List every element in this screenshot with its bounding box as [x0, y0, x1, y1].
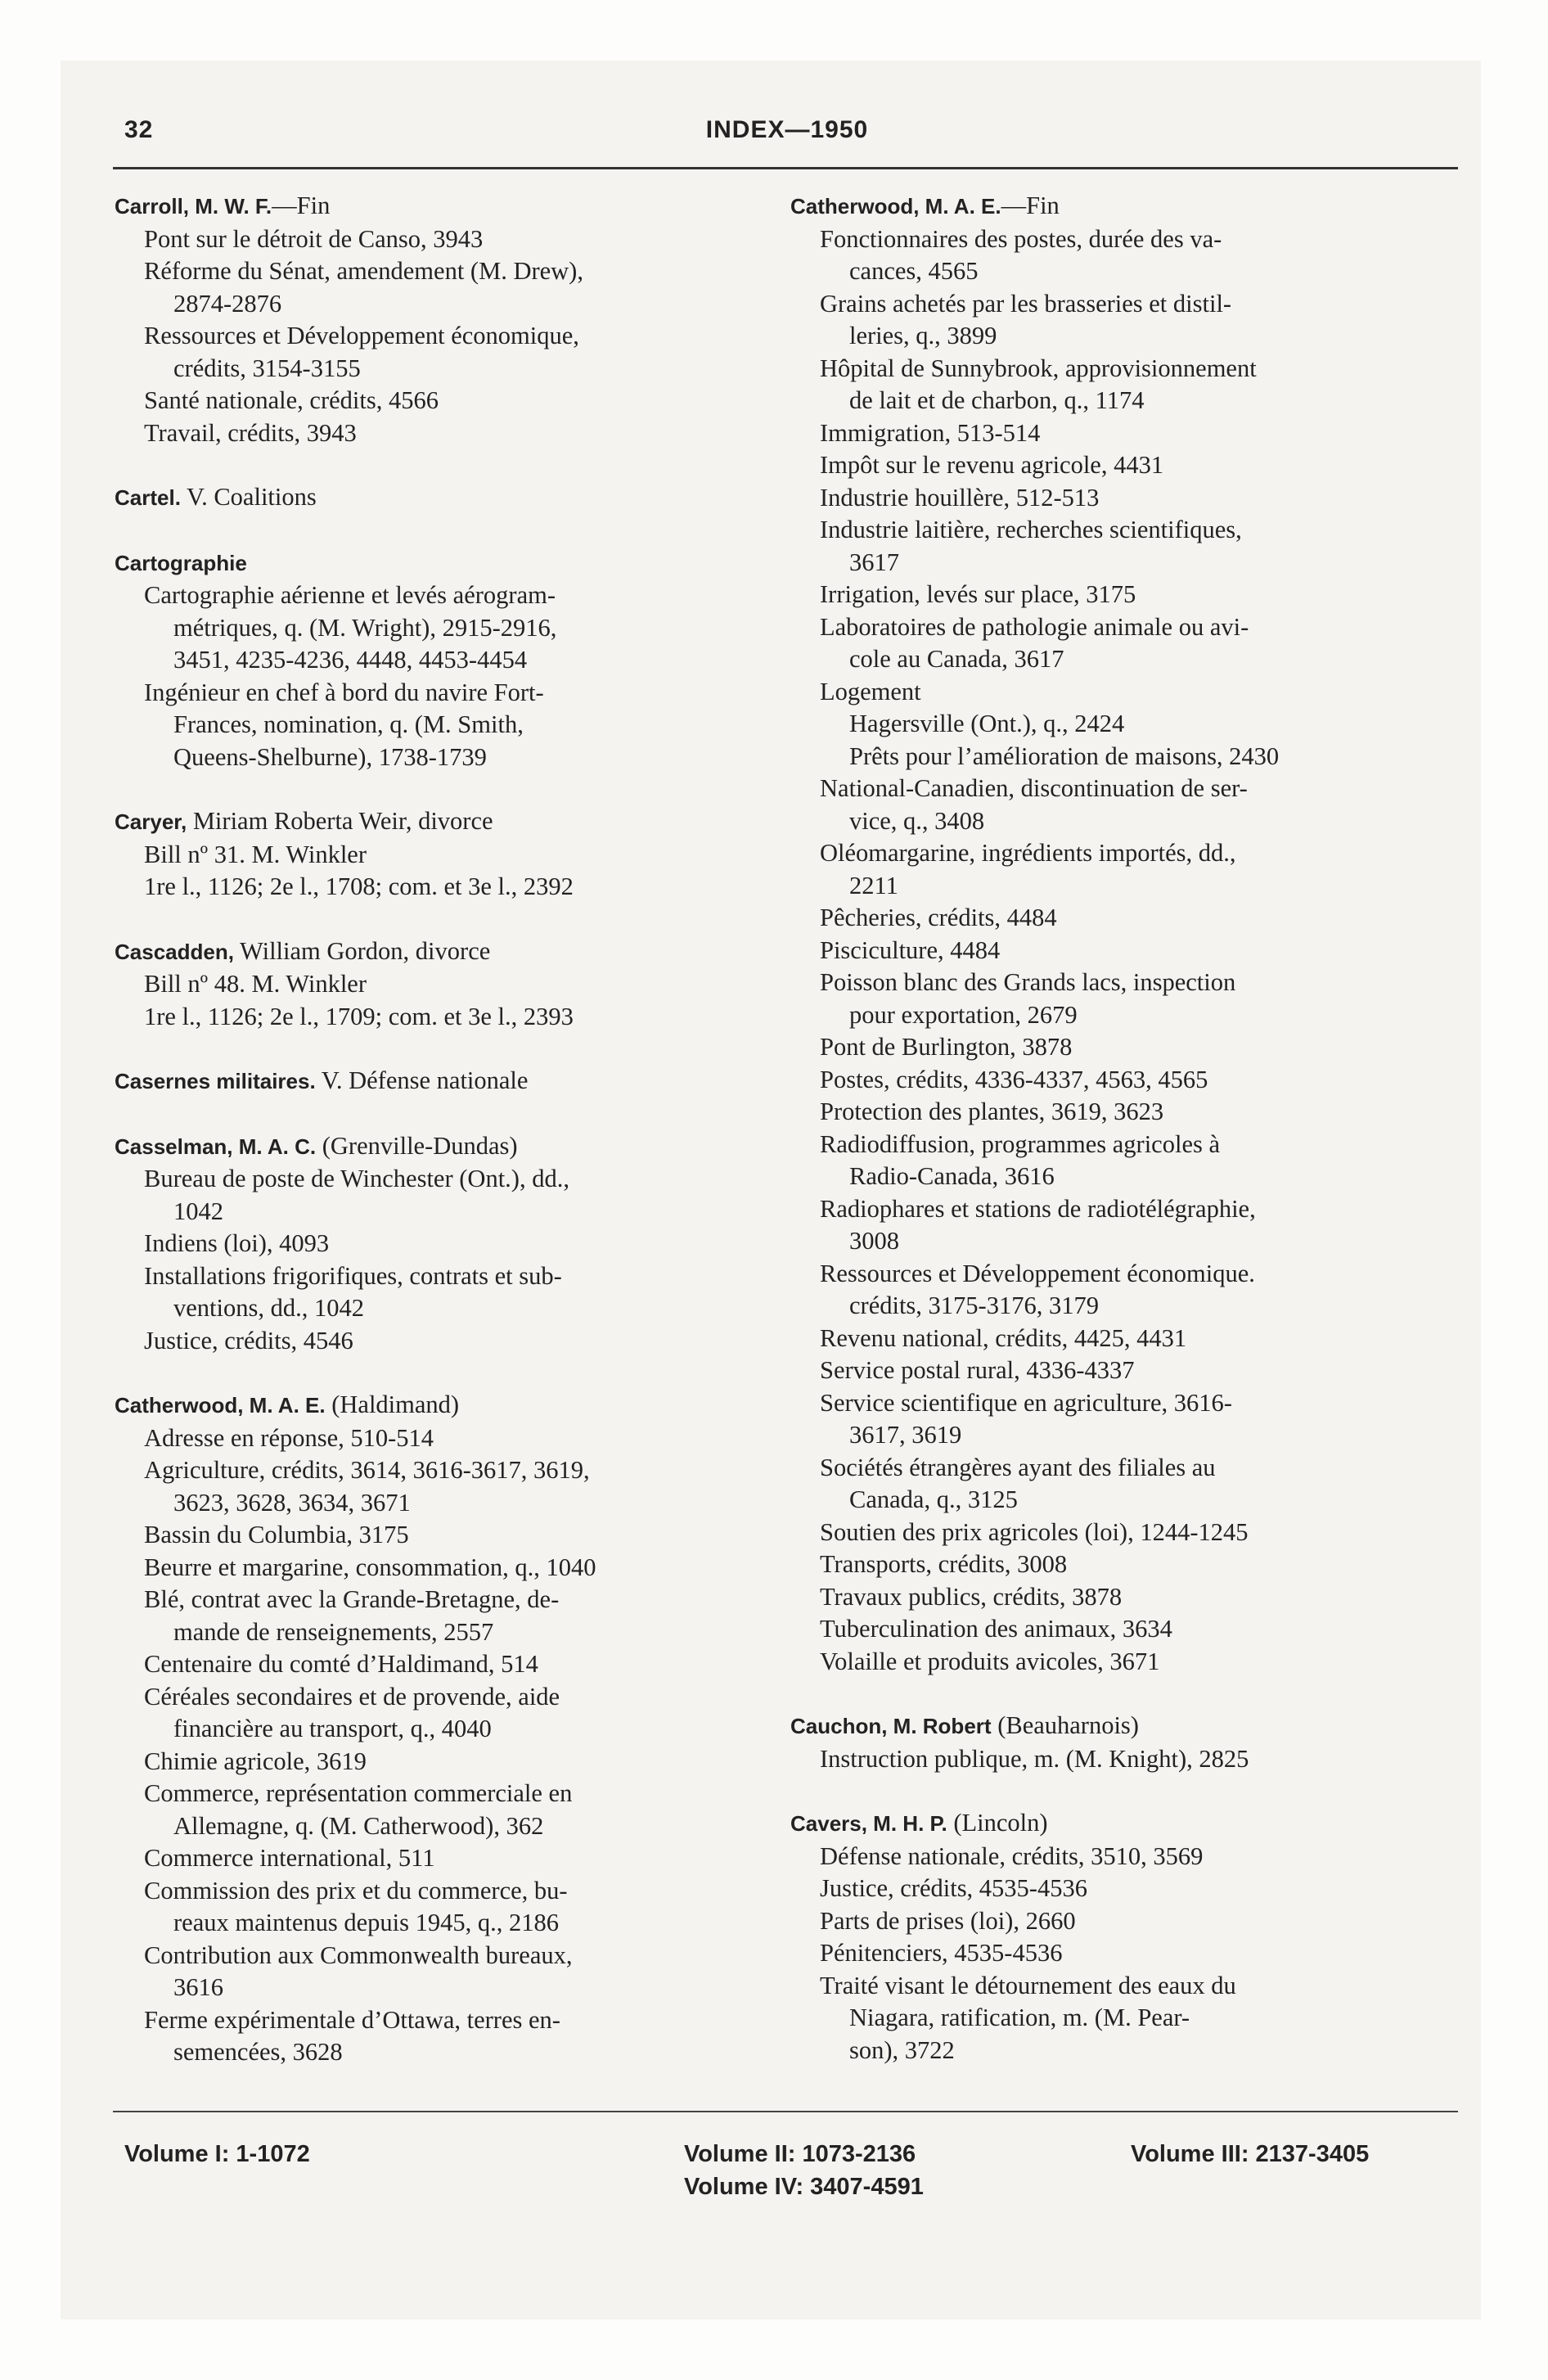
entry-name-suffix: William Gordon, divorce [233, 936, 491, 965]
entry-subheading [115, 417, 769, 450]
entry-heading [790, 1807, 1445, 1841]
volume-4-range: Volume IV: 3407-4591 [684, 2174, 924, 2200]
subheading-continuation: ventions, dd., 1042 [173, 1294, 364, 1322]
entry-subheading [115, 255, 769, 320]
entry-heading [115, 1065, 769, 1098]
entry-heading [115, 190, 769, 223]
entry-subheading [115, 1875, 769, 1940]
volume-3-range: Volume III: 2137-3405 [1131, 2141, 1370, 2167]
entry-subheading [115, 871, 769, 904]
entry-heading [115, 1389, 769, 1422]
entry-name: Catherwood, M. A. E. [790, 194, 1001, 219]
subheading-text: 1re l., 1126; 2e l., 1709; com. et 3e l., 2393 [144, 1002, 574, 1030]
subheading-continuation: vice, q., 3408 [849, 806, 985, 835]
entry-subheading [790, 1452, 1445, 1517]
entry-subheading [790, 967, 1445, 1031]
entry-subheading [115, 1260, 769, 1325]
entry-subheading [790, 1387, 1445, 1452]
subheading-continuation: Niagara, ratification, m. (M. Pear- [849, 2004, 1190, 2031]
entry-heading [115, 547, 769, 580]
entry-subheading [790, 223, 1445, 288]
subheading-text: Laboratoires de pathologie animale ou avi- [820, 612, 1249, 641]
subheading-text: Hôpital de Sunnybrook, approvisionnement [820, 354, 1257, 382]
entry-subheading [115, 1648, 769, 1681]
entry-subheading [790, 1646, 1445, 1679]
subheading-text: National-Canadien, discontinuation de ser- [820, 774, 1248, 802]
entry-subheading [115, 1422, 769, 1455]
subheading-text: Revenu national, crédits, 4425, 4431 [820, 1323, 1187, 1352]
entry-name: Cascadden, [115, 939, 234, 964]
entry-heading [790, 1710, 1445, 1743]
subheading-text: Blé, contrat avec la Grande-Bretagne, de- [144, 1585, 560, 1613]
subheading-continuation: pour exportation, 2679 [849, 1000, 1078, 1029]
entry-subheading [790, 1096, 1445, 1129]
entry-subheading [115, 677, 769, 774]
subheading-text: Cartographie aérienne et levés aérogram- [144, 581, 556, 609]
entry-subheading [790, 1193, 1445, 1258]
subheading-text: Soutien des prix agricoles (loi), 1244-1245 [820, 1517, 1249, 1546]
subheading-text: Pêcheries, crédits, 4484 [820, 904, 1057, 931]
subheading-text: Postes, crédits, 4336-4337, 4563, 4565 [820, 1065, 1208, 1093]
entry-subheading [115, 1746, 769, 1778]
subheading-continuation: financière au transport, q., 4040 [173, 1715, 492, 1742]
page-footer [124, 2138, 1466, 2228]
entry-name-suffix: —Fin [272, 192, 331, 219]
index-entry [115, 805, 769, 904]
subheading-text: Radiodiffusion, programmes agricoles à [820, 1129, 1221, 1158]
index-entry [790, 1807, 1445, 2067]
subheading-continuation: mande de renseignements, 2557 [173, 1617, 494, 1646]
subheading-continuation: 3617, 3619 [849, 1421, 962, 1449]
subheading-text: Sociétés étrangères ayant des filiales au [820, 1453, 1216, 1481]
entry-subheading [790, 514, 1445, 579]
entry-subheading [115, 1001, 769, 1034]
entry-subheading [115, 223, 769, 256]
header-rule [113, 167, 1458, 169]
entry-subheading [790, 1031, 1445, 1064]
subheading-text: Agriculture, crédits, 3614, 3616-3617, 3619, [144, 1456, 590, 1484]
subheading-text: Bill nº 48. M. Winkler [144, 970, 367, 998]
entry-subheading [115, 1940, 769, 2004]
entry-subheading [115, 1163, 769, 1228]
entry-subheading [115, 1552, 769, 1584]
volume-1-range: Volume I: 1-1072 [124, 2141, 310, 2167]
entry-subheading [790, 1613, 1445, 1646]
subheading-text: Fonctionnaires des postes, durée des va- [820, 224, 1222, 253]
entry-subheading [115, 1228, 769, 1260]
page-header [124, 116, 1450, 165]
entry-subheading [790, 676, 1445, 709]
entry-heading [115, 481, 769, 515]
subheading-text: Justice, crédits, 4546 [144, 1326, 353, 1355]
subheading-text: Réforme du Sénat, amendement (M. Drew), [144, 257, 583, 285]
entry-name: Cavers, M. H. P. [790, 1811, 947, 1836]
entry-subheading [115, 1584, 769, 1648]
entry-subheading [790, 1873, 1445, 1905]
entry-subheading [790, 1064, 1445, 1097]
entry-subheading [115, 1842, 769, 1875]
subheading-text: Ingénieur en chef à bord du navire Fort- [144, 678, 544, 706]
entry-name: Casselman, M. A. C. [115, 1134, 317, 1159]
subheading-text: Travail, crédits, 3943 [144, 418, 357, 447]
subheading-text: Grains achetés par les brasseries et distil- [820, 289, 1232, 318]
footer-rule [113, 2111, 1458, 2112]
subheading-text: Pénitenciers, 4535-4536 [820, 1939, 1063, 1967]
entry-subheading [790, 902, 1445, 935]
subheading-continuation: 1042 [173, 1197, 223, 1225]
entry-subheading [790, 1355, 1445, 1387]
entry-subheading [115, 579, 769, 677]
index-entry [115, 481, 769, 515]
subheading-text: Défense nationale, crédits, 3510, 3569 [820, 1841, 1204, 1870]
index-entry [115, 1130, 769, 1358]
subheading-text: Pont de Burlington, 3878 [820, 1033, 1073, 1061]
entry-subheading [790, 449, 1445, 482]
subheading-continuation: Frances, nomination, q. (M. Smith, [173, 710, 524, 738]
entry-subheading [790, 837, 1445, 902]
entry-subheading [790, 579, 1445, 611]
subheading-text: Ferme expérimentale d’Ottawa, terres en- [144, 2005, 560, 2034]
subheading-text: Instruction publique, m. (M. Knight), 2825 [820, 1744, 1249, 1773]
subheading-continuation: reaux maintenus depuis 1945, q., 2186 [173, 1909, 559, 1936]
subheading-text: Contribution aux Commonwealth bureaux, [144, 1941, 573, 1969]
subheading-text: Transports, crédits, 3008 [820, 1550, 1068, 1578]
entry-name-suffix: (Grenville-Dundas) [316, 1131, 518, 1160]
subheading-continuation: métriques, q. (M. Wright), 2915-2916, [173, 613, 557, 642]
entry-subheading [790, 741, 1445, 773]
entry-subheading [115, 1519, 769, 1552]
entry-name-suffix: V. Coalitions [180, 483, 317, 511]
subheading-text: Commission des prix et du commerce, bu- [144, 1876, 568, 1904]
entry-subheading [790, 1548, 1445, 1581]
entry-subheading [790, 353, 1445, 417]
subheading-text: Chimie agricole, 3619 [144, 1747, 367, 1775]
entry-subheading [790, 1323, 1445, 1355]
index-page [61, 61, 1481, 2319]
entry-name-suffix: Miriam Roberta Weir, divorce [187, 807, 493, 835]
right-column [790, 190, 1445, 2098]
subheading-text: Prêts pour l’amélioration de maisons, 2430 [849, 741, 1280, 770]
subheading-text: Adresse en réponse, 510-514 [144, 1423, 434, 1452]
volume-2-range: Volume II: 1073-2136 [684, 2141, 916, 2167]
subheading-text: Tuberculination des animaux, 3634 [820, 1615, 1172, 1643]
entry-subheading [790, 935, 1445, 967]
volume-2-4-ranges [684, 2138, 924, 2203]
subheading-text: Irrigation, levés sur place, 3175 [820, 580, 1136, 608]
subheading-text: Ressources et Développement économique, [144, 322, 579, 349]
page-title: INDEX—1950 [705, 116, 869, 143]
entry-subheading [790, 1841, 1445, 1873]
subheading-continuation: semencées, 3628 [173, 2038, 343, 2066]
index-entry [115, 190, 769, 449]
subheading-text: Pont sur le détroit de Canso, 3943 [144, 224, 484, 253]
entry-subheading [790, 1581, 1445, 1614]
entry-name-suffix: (Beauharnois) [991, 1711, 1139, 1739]
subheading-continuation: leries, q., 3899 [849, 322, 997, 349]
subheading-continuation: Radio-Canada, 3616 [849, 1162, 1055, 1190]
subheading-text: Justice, crédits, 4535-4536 [820, 1874, 1087, 1902]
entry-heading [115, 935, 769, 969]
subheading-text: Bill nº 31. M. Winkler [144, 840, 367, 868]
subheading-text: Industrie laitière, recherches scientifiques, [820, 516, 1242, 543]
subheading-text: Travaux publics, crédits, 3878 [820, 1582, 1123, 1611]
subheading-text: Commerce, représentation commerciale en [144, 1779, 573, 1807]
entry-name: Cartel. [115, 485, 181, 510]
subheading-text: Oléomargarine, ingrédients importés, dd., [820, 839, 1236, 867]
index-entry [115, 547, 769, 774]
subheading-text: 1re l., 1126; 2e l., 1708; com. et 3e l., 2392 [144, 872, 574, 900]
subheading-text: Hagersville (Ont.), q., 2424 [849, 710, 1125, 737]
entry-subheading [790, 1129, 1445, 1193]
entry-name: Catherwood, M. A. E. [115, 1393, 326, 1418]
subheading-continuation: 3451, 4235-4236, 4448, 4453-4454 [173, 646, 528, 674]
subheading-continuation: 2211 [849, 871, 898, 899]
subheading-continuation: de lait et de charbon, q., 1174 [849, 386, 1145, 414]
left-column [115, 190, 769, 2101]
subheading-continuation: cances, 4565 [849, 257, 979, 285]
subheading-continuation: 3617 [849, 548, 899, 576]
subheading-text: Poisson blanc des Grands lacs, inspection [820, 968, 1236, 996]
entry-subheading [790, 417, 1445, 450]
subheading-continuation: crédits, 3175-3176, 3179 [849, 1291, 1099, 1319]
entry-name-suffix: —Fin [1001, 192, 1060, 219]
entry-subheading [790, 1905, 1445, 1938]
entry-subheading [790, 708, 1445, 741]
entry-subheading [115, 320, 769, 385]
subheading-text: Industrie houillère, 512-513 [820, 483, 1100, 512]
subheading-continuation: Canada, q., 3125 [849, 1485, 1018, 1513]
subheading-continuation: 3008 [849, 1227, 899, 1255]
entry-subheading [790, 1743, 1445, 1776]
subheading-text: Protection des plantes, 3619, 3623 [820, 1098, 1164, 1125]
subheading-text: Parts de prises (loi), 2660 [820, 1906, 1076, 1935]
entry-name-suffix: (Lincoln) [947, 1809, 1048, 1837]
entry-subheading [115, 2004, 769, 2069]
entry-heading [115, 1130, 769, 1164]
subheading-text: Traité visant le détournement des eaux du [820, 1971, 1236, 1999]
subheading-text: Impôt sur le revenu agricole, 4431 [820, 451, 1164, 479]
entry-subheading [115, 839, 769, 872]
subheading-continuation: 3616 [173, 1973, 223, 2001]
entry-subheading [115, 385, 769, 417]
subheading-text: Radiophares et stations de radiotélégraphie, [820, 1194, 1256, 1223]
entry-name: Casernes militaires. [115, 1069, 316, 1093]
entry-name-suffix: V. Défense nationale [315, 1066, 529, 1094]
entry-subheading [790, 1970, 1445, 2067]
page-number: 32 [124, 116, 154, 143]
entry-subheading [790, 1517, 1445, 1549]
index-entry [115, 1065, 769, 1098]
entry-subheading [790, 288, 1445, 353]
subheading-continuation: son), 3722 [849, 2035, 955, 2064]
subheading-text: Installations frigorifiques, contrats et sub- [144, 1261, 562, 1290]
index-entry [790, 190, 1445, 1678]
entry-subheading [115, 1778, 769, 1842]
entry-name-suffix: (Haldimand) [325, 1391, 460, 1418]
entry-name: Carroll, M. W. F. [115, 194, 272, 219]
subheading-text: Logement [820, 677, 921, 705]
index-entry [790, 1710, 1445, 1775]
entry-name: Cartographie [115, 550, 247, 575]
subheading-text: Pisciculture, 4484 [820, 935, 1001, 964]
subheading-text: Ressources et Développement économique. [820, 1259, 1255, 1287]
subheading-text: Beurre et margarine, consommation, q., 1040 [144, 1553, 596, 1581]
subheading-text: Commerce international, 511 [144, 1844, 435, 1872]
entry-name: Cauchon, M. Robert [790, 1714, 992, 1738]
entry-subheading [790, 1258, 1445, 1323]
subheading-text: Bureau de poste de Winchester (Ont.), dd., [144, 1165, 569, 1192]
subheading-continuation: Allemagne, q. (M. Catherwood), 362 [173, 1811, 544, 1840]
entry-subheading [790, 773, 1445, 837]
subheading-text: Service scientifique en agriculture, 3616- [820, 1388, 1232, 1417]
subheading-continuation: 2874-2876 [173, 289, 282, 318]
subheading-text: Céréales secondaires et de provende, aide [144, 1682, 560, 1711]
entry-subheading [115, 968, 769, 1001]
entry-subheading [115, 1325, 769, 1358]
subheading-continuation: 3623, 3628, 3634, 3671 [173, 1488, 411, 1517]
entry-subheading [790, 611, 1445, 676]
entry-subheading [790, 1937, 1445, 1970]
subheading-continuation: Queens-Shelburne), 1738-1739 [173, 742, 487, 771]
subheading-text: Santé nationale, crédits, 4566 [144, 386, 439, 414]
index-entry [115, 1389, 769, 2069]
entry-subheading [115, 1454, 769, 1519]
entry-heading [790, 190, 1445, 223]
entry-name: Caryer, [115, 809, 187, 834]
subheading-text: Indiens (loi), 4093 [144, 1229, 330, 1257]
entry-subheading [790, 482, 1445, 515]
index-entry [115, 935, 769, 1034]
subheading-text: Service postal rural, 4336-4337 [820, 1356, 1135, 1384]
subheading-continuation: crédits, 3154-3155 [173, 354, 361, 382]
subheading-continuation: cole au Canada, 3617 [849, 645, 1064, 673]
entry-subheading [115, 1681, 769, 1746]
subheading-text: Bassin du Columbia, 3175 [144, 1521, 409, 1548]
subheading-text: Centenaire du comté d’Haldimand, 514 [144, 1650, 538, 1678]
subheading-text: Volaille et produits avicoles, 3671 [820, 1647, 1160, 1675]
subheading-text: Immigration, 513-514 [820, 418, 1041, 447]
entry-heading [115, 805, 769, 839]
